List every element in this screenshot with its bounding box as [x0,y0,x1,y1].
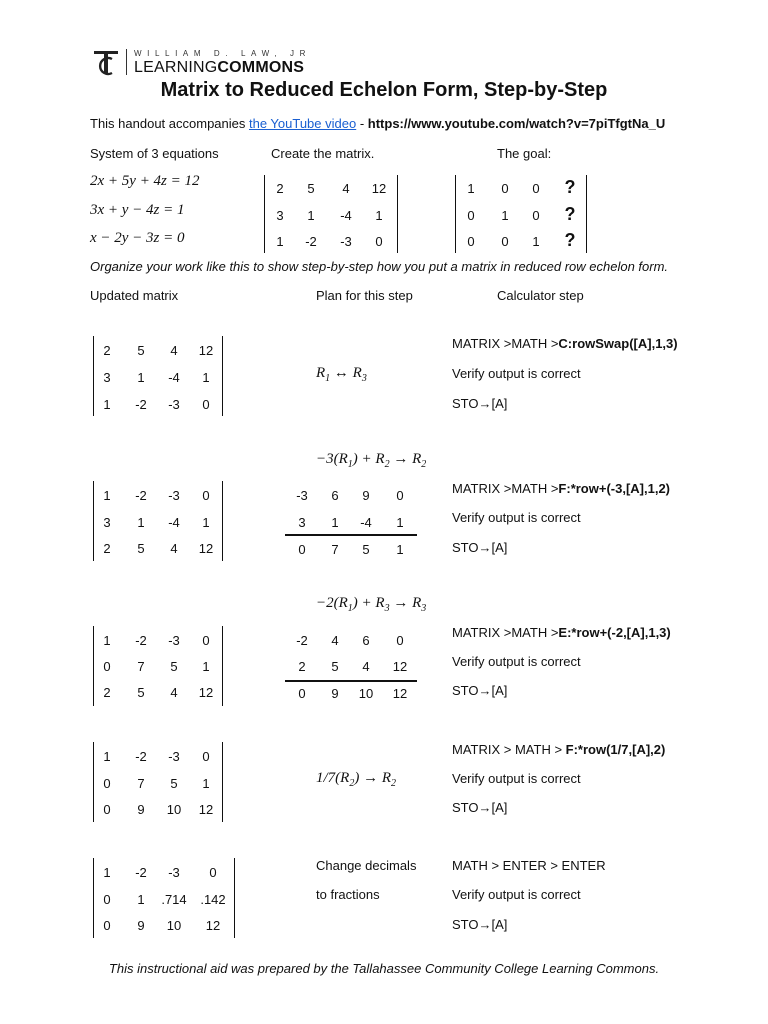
intro-prefix: This handout accompanies [90,116,249,131]
equation-3: x − 2y − 3z = 0 [90,230,185,246]
matrix-cell: -4 [168,515,180,530]
work-cell: 9 [331,686,339,701]
matrix-cell: -3 [168,488,180,503]
matrix-cell: 1 [137,370,145,385]
matrix-cell: 0 [202,749,210,764]
matrix-cell: 7 [137,776,145,791]
work-cell: 0 [298,686,306,701]
step5-calc-1: MATH > ENTER > ENTER [452,858,606,873]
goal-unknown: ? [564,230,576,250]
work-cell: 4 [331,633,339,648]
step5-matrix [93,858,235,938]
work-cell: 1 [396,515,404,530]
matrix-cell: 1 [202,659,210,674]
matrix-cell: 3 [276,208,284,223]
matrix-cell: 9 [137,918,145,933]
matrix-cell: -2 [135,633,147,648]
matrix-cell: 1 [307,208,315,223]
goal-cell: 0 [467,208,475,223]
equation-1: 2x + 5y + 4z = 12 [90,173,200,189]
col-header-calc: Calculator step [497,288,584,303]
matrix-cell: 5 [137,541,145,556]
matrix-cell: 7 [137,659,145,674]
matrix-cell: -2 [135,488,147,503]
matrix-cell: 4 [170,685,178,700]
step2-calc-2: Verify output is correct [452,510,581,525]
work-cell: 12 [392,659,408,674]
matrix-cell: 0 [202,397,210,412]
matrix-cell: 10 [166,802,182,817]
goal-unknown: ? [564,177,576,197]
matrix-cell: 3 [103,370,111,385]
goal-cell: 1 [501,208,509,223]
matrix-cell: 1 [103,749,111,764]
work-cell: -2 [296,633,308,648]
created-matrix [264,175,398,253]
matrix-cell: -3 [168,397,180,412]
step1-calc-2: Verify output is correct [452,366,581,381]
step4-calc-3: STO→[A] [452,800,508,815]
matrix-cell: 1 [103,865,111,880]
header-goal: The goal: [497,146,552,161]
work-cell: 7 [331,542,339,557]
matrix-cell: 5 [137,343,145,358]
matrix-cell: 4 [170,541,178,556]
header-system: System of 3 equations [90,146,219,161]
matrix-cell: 0 [375,234,383,249]
logo-name-line: WILLIAM D. LAW, JR [134,49,311,58]
matrix-cell: 2 [276,181,284,196]
header-create: Create the matrix. [271,146,375,161]
matrix-cell: 0 [209,865,217,880]
goal-cell: 0 [532,181,540,196]
page-title: Matrix to Reduced Echelon Form, Step-by-Step [160,79,608,101]
step3-calc-3: STO→[A] [452,683,508,698]
matrix-cell: 1 [137,515,145,530]
matrix-cell: 9 [137,802,145,817]
matrix-cell: 5 [307,181,315,196]
matrix-cell: -2 [135,749,147,764]
step1-plan: $R_1$ ↔ $R_3$ [316,365,367,384]
work-cell: 2 [298,659,306,674]
matrix-cell: 1 [103,397,111,412]
step1-calc-3: STO→[A] [452,396,508,411]
work-cell: 0 [396,633,404,648]
matrix-cell: 1 [103,633,111,648]
work-cell: 4 [362,659,370,674]
intro-line [90,116,665,131]
matrix-cell: 0 [103,892,111,907]
work-cell: 10 [358,686,374,701]
step3-calc-1 [452,625,671,640]
calc-command: F:*row+(-3,[A],1,2) [558,481,671,496]
matrix-cell: 1 [202,370,210,385]
matrix-cell: 5 [137,685,145,700]
work-cell: -3 [296,488,308,503]
matrix-cell: 1 [375,208,383,223]
step2-calc-3: STO→[A] [452,540,508,555]
step3-work [285,626,417,706]
work-cell: 5 [331,659,339,674]
sum-line [285,680,417,682]
work-cell: 9 [362,488,370,503]
matrix-cell: -4 [168,370,180,385]
equation-2: 3x + y − 4z = 1 [90,202,185,218]
step2-heading: $-3(R_1) + R_2 \to R_2$ [316,451,427,470]
youtube-link[interactable]: the YouTube video [248,116,357,131]
col-header-plan: Plan for this step [316,288,413,303]
matrix-cell: 1 [202,515,210,530]
work-cell: 6 [331,488,339,503]
matrix-cell: 2 [103,541,111,556]
step1-matrix [93,336,223,416]
matrix-cell: 1 [202,776,210,791]
matrix-cell: 4 [170,343,178,358]
goal-cell: 1 [467,181,475,196]
matrix-cell: 2 [103,343,111,358]
calc-plain: MATRIX >MATH > [452,625,559,640]
goal-cell: 0 [532,208,540,223]
step4-calc-1 [452,742,665,757]
col-header-updated: Updated matrix [90,288,179,303]
work-cell: 1 [331,515,339,530]
step2-calc-1 [452,481,670,496]
tcc-logo-icon [92,47,120,77]
step3-matrix [93,626,223,706]
goal-cell: 0 [501,234,509,249]
logo-learning: LEARNING [134,59,218,76]
matrix-cell: 3 [103,515,111,530]
step4-calc-2: Verify output is correct [452,771,581,786]
matrix-cell: -4 [340,208,352,223]
step2-matrix [93,481,223,561]
matrix-cell: .142 [200,892,226,907]
step4-plan: $1/7(R_2) \to R_2$ [316,770,396,789]
matrix-cell: -3 [340,234,352,249]
matrix-cell: 12 [371,181,387,196]
calc-command: E:*row+(-2,[A],1,3) [558,625,671,640]
matrix-cell: 4 [342,181,350,196]
matrix-cell: 0 [202,488,210,503]
step3-heading: $-2(R_1) + R_3 \to R_3$ [316,595,427,614]
matrix-cell: 2 [103,685,111,700]
calc-plain: MATRIX >MATH > [452,336,559,351]
work-cell: 0 [396,488,404,503]
matrix-cell: .714 [161,892,187,907]
matrix-cell: 0 [103,776,111,791]
goal-cell: 0 [467,234,475,249]
work-cell: 1 [396,542,404,557]
work-cell: 0 [298,542,306,557]
step5-calc-2: Verify output is correct [452,887,581,902]
matrix-cell: -3 [168,633,180,648]
step1-calc-1 [452,336,678,351]
youtube-url: https://www.youtube.com/watch?v=7piTfgtNa_U [367,116,666,131]
matrix-cell: -2 [135,397,147,412]
calc-command: F:*row(1/7,[A],2) [565,742,666,757]
matrix-cell: 1 [137,892,145,907]
matrix-cell: -2 [305,234,317,249]
matrix-cell: 12 [198,541,214,556]
matrix-cell: 0 [202,633,210,648]
matrix-cell: -3 [168,749,180,764]
logo-commons: COMMONS [217,59,305,76]
work-cell: -4 [360,515,372,530]
work-cell: 3 [298,515,306,530]
calc-command: C:rowSwap([A],1,3) [558,336,678,351]
sum-line [285,534,417,536]
organize-note: Organize your work like this to show step-by-step how you put a matrix in reduced row echelon form. [90,259,669,274]
matrix-cell: 5 [170,659,178,674]
step4-matrix [93,742,223,822]
step5-calc-3: STO→[A] [452,917,508,932]
matrix-cell: 5 [170,776,178,791]
matrix-cell: 12 [198,343,214,358]
matrix-cell: 10 [166,918,182,933]
logo-wordmark [134,59,304,77]
matrix-cell: -3 [168,865,180,880]
step5-plan-line2: to fractions [316,887,380,902]
matrix-cell: 1 [276,234,284,249]
matrix-cell: 0 [103,659,111,674]
logo-divider [126,49,127,75]
matrix-cell: 0 [103,802,111,817]
matrix-cell: 1 [103,488,111,503]
intro-dash: - [356,116,368,131]
goal-cell: 1 [532,234,540,249]
matrix-cell: 12 [198,685,214,700]
goal-cell: 0 [501,181,509,196]
step2-work [285,481,417,561]
matrix-cell: 12 [205,918,221,933]
work-cell: 12 [392,686,408,701]
matrix-cell: -2 [135,865,147,880]
step5-plan-line1: Change decimals [316,858,417,873]
work-cell: 6 [362,633,370,648]
work-cell: 5 [362,542,370,557]
calc-plain: MATRIX >MATH > [452,481,559,496]
calc-plain: MATRIX > MATH > [452,742,566,757]
step3-calc-2: Verify output is correct [452,654,581,669]
matrix-cell: 12 [198,802,214,817]
goal-matrix [455,175,587,253]
footer-note: This instructional aid was prepared by the Tallahassee Community College Learning Commons. [108,961,660,976]
goal-unknown: ? [564,204,576,224]
matrix-cell: 0 [103,918,111,933]
